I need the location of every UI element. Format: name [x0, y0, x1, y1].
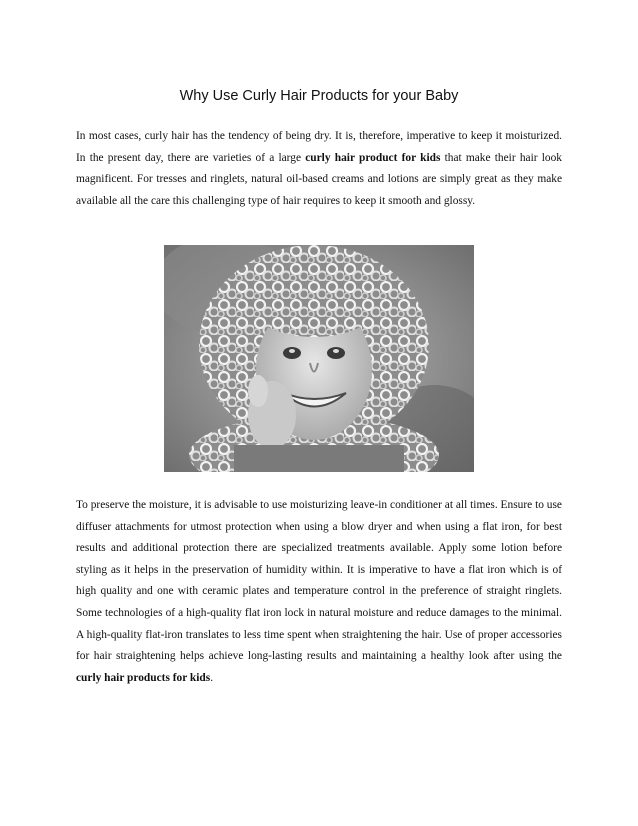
- child-curly-hair-photo: [164, 245, 474, 472]
- page-title: Why Use Curly Hair Products for your Baby: [179, 88, 459, 104]
- body-text-start: To preserve the moisture, it is advisable to use moisturizing leave-in conditioner at all times. Ensure to use diffuser attachments for utmost protection when using a blow dryer and when using a flat iron, for best results and additional protection there are specialized treatments available. Apply some lotion before styling as it helps in the preservation of humidity within. It is imperative to have a flat iron which is of high quality and one with ceramic plates and temperature control in the preference of straight ringlets. Some technologies of a high-quality flat iron lock in natural moisture and reduce damages to the minimal. A high-quality flat-iron translates to less time spent when straightening the hair. Use of proper accessories for hair straightening helps achieve long-lasting results and maintaining a healthy look after using the: [76, 499, 562, 663]
- body-text-end: .: [210, 671, 214, 684]
- intro-text-end: that make their hair look magnificent. For tresses and ringlets, natural oil-based creams and lotions are simply great as they make available all the care this challenging type of hair requires to keep it smooth and glossy.: [76, 151, 562, 207]
- body-keyword: curly hair products for kids: [76, 671, 211, 684]
- intro-keyword: curly hair product for kids: [305, 151, 441, 164]
- intro-text-start: In most cases, curly hair has the tendency of being dry. It is, therefore, imperative to keep it moisturized. In the present day, there are varieties of a large: [76, 130, 562, 164]
- photo-illustration: [164, 245, 474, 472]
- body-paragraph: [76, 495, 562, 689]
- intro-paragraph: [76, 126, 562, 212]
